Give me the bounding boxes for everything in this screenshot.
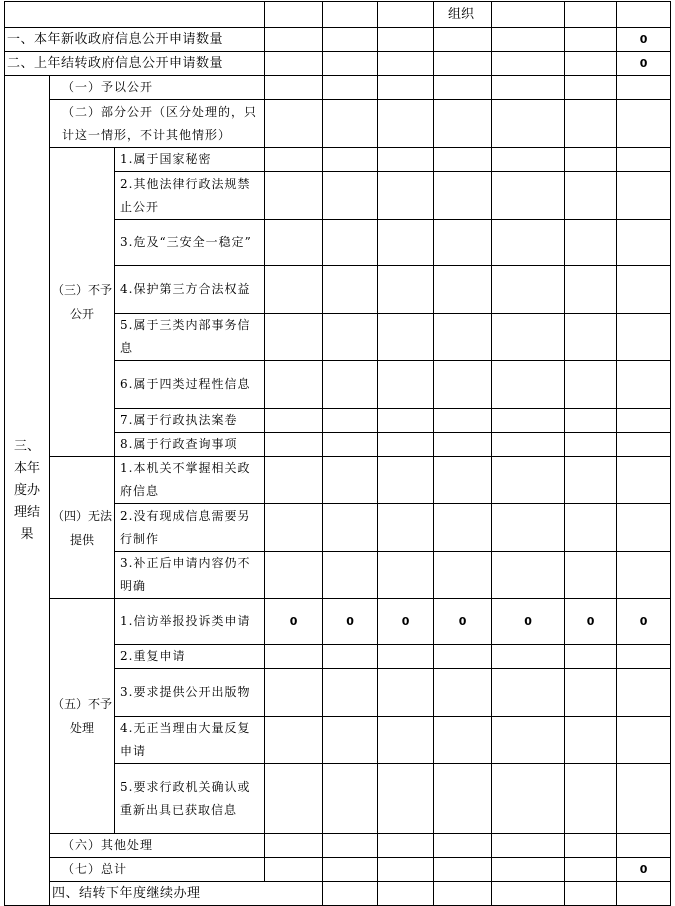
list-item: 4.保护第三方合法权益 — [115, 266, 265, 314]
row-total-new-requests: 0 — [617, 28, 671, 52]
row-label-total: （七）总计 — [50, 858, 265, 882]
value-cell: 0 — [378, 599, 434, 645]
list-item: 6.属于四类过程性信息 — [115, 361, 265, 409]
table-row — [5, 76, 671, 100]
row-label-carried-requests: 二、上年结转政府信息公开申请数量 — [5, 52, 265, 76]
row-label-open: （一）予以公开 — [50, 76, 265, 100]
row-label-other: （六）其他处理 — [50, 834, 265, 858]
row-label-partial: （二）部分公开（区分处理的，只计这一情形，不计其他情形） — [50, 100, 265, 148]
value-cell: 0 — [617, 599, 671, 645]
list-item: 4.无正当理由大量反复申请 — [115, 717, 265, 764]
value-cell: 0 — [323, 599, 378, 645]
list-item: 1.属于国家秘密 — [115, 148, 265, 172]
list-item: 1.本机关不掌握相关政府信息 — [115, 457, 265, 504]
group-label-not-open: （三）不予公开 — [50, 148, 115, 457]
list-item: 8.属于行政查询事项 — [115, 433, 265, 457]
row-total-value: 0 — [617, 858, 671, 882]
table-row — [5, 457, 671, 504]
value-cell: 0 — [434, 599, 492, 645]
list-item: 5.要求行政机关确认或重新出具已获取信息 — [115, 764, 265, 834]
header-row — [5, 2, 671, 28]
list-item: 3.补正后申请内容仍不明确 — [115, 552, 265, 599]
group-label-unable: （四）无法提供 — [50, 457, 115, 599]
list-item: 3.危及“三安全一稳定” — [115, 220, 265, 266]
table-row — [5, 148, 671, 172]
table-row — [5, 858, 671, 882]
table-row — [5, 882, 671, 906]
list-item: 7.属于行政执法案卷 — [115, 409, 265, 433]
statistics-table — [4, 1, 671, 906]
table-row — [5, 100, 671, 148]
list-item: 2.没有现成信息需要另行制作 — [115, 504, 265, 552]
list-item: 2.重复申请 — [115, 645, 265, 669]
group-label-no-process: （五）不予处理 — [50, 599, 115, 834]
table-row — [5, 834, 671, 858]
table-row — [5, 28, 671, 52]
list-item: 5.属于三类内部事务信息 — [115, 314, 265, 361]
header-cell-org: 组织 — [434, 2, 492, 28]
row-label-carry-forward: 四、结转下年度继续办理 — [50, 882, 323, 906]
value-cell: 0 — [565, 599, 617, 645]
value-cell: 0 — [492, 599, 565, 645]
row-total-carried-requests: 0 — [617, 52, 671, 76]
list-item: 3.要求提供公开出版物 — [115, 669, 265, 717]
table-row — [5, 52, 671, 76]
section-label-results: 三、本年度办理结果 — [5, 76, 50, 906]
table-row — [5, 599, 671, 645]
value-cell: 0 — [265, 599, 323, 645]
row-label-new-requests: 一、本年新收政府信息公开申请数量 — [5, 28, 265, 52]
list-item: 1.信访举报投诉类申请 — [115, 599, 265, 645]
list-item: 2.其他法律行政法规禁止公开 — [115, 172, 265, 220]
